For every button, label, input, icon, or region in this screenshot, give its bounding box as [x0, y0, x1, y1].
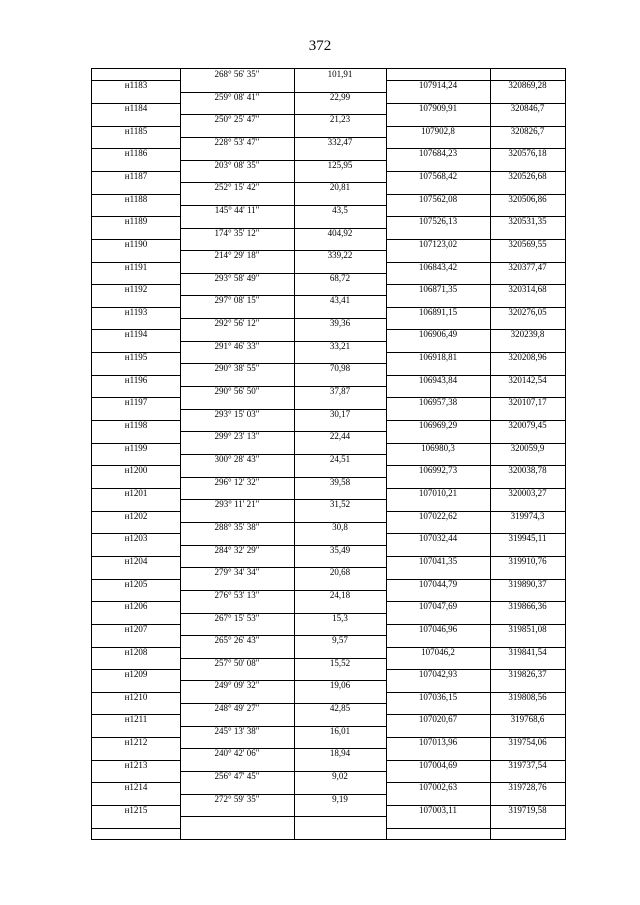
point-y: 320846,7 — [510, 102, 545, 113]
row-divider — [386, 828, 565, 829]
point-x: 107010,21 — [418, 487, 458, 498]
segment-distance: 22,99 — [329, 91, 351, 102]
point-y: 320506,86 — [508, 193, 547, 204]
segment-distance: 35,49 — [329, 544, 351, 555]
segment-distance: 125,95 — [327, 159, 353, 170]
point-name: н1186 — [124, 148, 148, 159]
segment-angle: 245° 13' 38" — [214, 725, 260, 736]
point-y: 320038,78 — [508, 465, 547, 476]
point-y: 319866,36 — [508, 601, 547, 612]
point-x: 107022,62 — [418, 510, 458, 521]
point-y: 320526,68 — [508, 170, 547, 181]
segment-angle: 257° 50' 08" — [214, 657, 260, 668]
point-y: 319890,37 — [508, 578, 547, 589]
point-y: 320003,27 — [508, 487, 547, 498]
point-x: 106906,49 — [418, 329, 458, 340]
segment-distance: 70,98 — [329, 363, 351, 374]
segment-angle: 267° 15' 53" — [214, 612, 260, 623]
point-x: 107003,11 — [419, 805, 457, 816]
point-name: н1196 — [124, 374, 148, 385]
point-x: 107041,35 — [418, 555, 458, 566]
point-x: 107902,8 — [421, 125, 455, 136]
point-y: 319945,11 — [508, 533, 547, 544]
segment-distance: 19,06 — [329, 680, 351, 691]
point-y: 320569,55 — [508, 238, 547, 249]
point-y: 319728,76 — [508, 782, 547, 793]
point-x: 107002,63 — [418, 782, 458, 793]
segment-angle: 252° 15' 42" — [214, 182, 260, 193]
segment-distance: 39,58 — [329, 476, 351, 487]
point-x: 106969,29 — [418, 420, 458, 431]
point-name: н1193 — [124, 306, 148, 317]
point-x: 106891,15 — [418, 306, 458, 317]
point-y: 319737,54 — [508, 759, 547, 770]
segment-angle: 265° 26' 43" — [214, 635, 260, 646]
segment-angle: 272° 59' 35" — [214, 793, 260, 804]
point-name: н1213 — [124, 759, 148, 770]
segment-angle: 145° 44' 11" — [214, 204, 260, 215]
segment-distance: 39,36 — [329, 318, 351, 329]
point-x: 107032,44 — [418, 533, 458, 544]
point-x: 107042,93 — [418, 669, 458, 680]
segment-angle: 279° 34' 34" — [214, 567, 260, 578]
segment-distance: 30,8 — [332, 521, 348, 532]
point-name: н1201 — [124, 487, 148, 498]
point-name: н1204 — [124, 555, 148, 566]
point-name: н1192 — [124, 284, 148, 295]
segment-angle: 256° 47' 45" — [214, 771, 260, 782]
point-y: 319851,08 — [508, 623, 547, 634]
segment-distance: 20,81 — [329, 182, 351, 193]
point-x: 107013,96 — [418, 737, 458, 748]
point-y: 320576,18 — [508, 148, 547, 159]
segment-angle: 248° 49' 27" — [214, 703, 260, 714]
segment-angle: 203° 08' 35" — [214, 159, 260, 170]
point-name: н1200 — [124, 465, 148, 476]
segment-distance: 43,41 — [329, 295, 351, 306]
segment-angle: 292° 56' 12" — [214, 318, 260, 329]
segment-angle: 291° 46' 33" — [214, 340, 260, 351]
segment-angle: 299° 23' 13" — [214, 431, 260, 442]
point-name: н1191 — [124, 261, 148, 272]
segment-distance: 20,68 — [329, 567, 351, 578]
segment-distance: 24,51 — [329, 454, 351, 464]
segment-angle: 250° 25' 47" — [214, 114, 260, 125]
point-name: н1205 — [124, 578, 148, 589]
point-y: 320142,54 — [508, 374, 547, 385]
point-name: н1199 — [124, 442, 148, 453]
point-name: н1194 — [124, 329, 148, 340]
point-name: н1189 — [124, 216, 148, 227]
point-y: 320314,68 — [508, 284, 547, 295]
segment-angle: 268° 56' 35" — [214, 69, 260, 79]
segment-distance: 33,21 — [329, 340, 351, 351]
point-name: н1185 — [124, 125, 148, 136]
coordinates-table — [91, 68, 566, 840]
point-name: н1198 — [124, 420, 148, 431]
point-y: 319719,58 — [508, 805, 547, 816]
point-x: 106957,38 — [418, 397, 458, 408]
point-name: н1215 — [124, 805, 148, 816]
segment-angle: 228° 53' 47" — [214, 136, 260, 147]
segment-angle: 240° 42' 06" — [214, 748, 260, 759]
point-y: 320239,8 — [510, 329, 545, 340]
point-y: 320869,28 — [508, 80, 547, 91]
point-x: 106992,73 — [418, 465, 458, 476]
segment-angle: 288° 35' 38" — [214, 521, 260, 532]
point-x: 106871,35 — [418, 284, 458, 295]
segment-distance: 9,19 — [332, 793, 348, 804]
point-name: н1195 — [124, 352, 148, 363]
point-y: 320079,45 — [508, 420, 547, 431]
segment-distance: 24,18 — [329, 589, 351, 600]
point-x: 107044,79 — [418, 578, 458, 589]
point-x: 107123,02 — [418, 238, 458, 249]
point-name: н1208 — [124, 646, 148, 657]
point-x: 107914,24 — [418, 80, 458, 91]
segment-distance: 18,94 — [329, 748, 351, 759]
point-name: н1209 — [124, 669, 148, 680]
segment-distance: 30,17 — [329, 408, 351, 419]
segment-distance: 15,3 — [332, 612, 348, 623]
segment-angle: 297° 08' 15" — [214, 295, 260, 306]
point-x: 107684,23 — [418, 148, 458, 159]
segment-distance: 9,02 — [332, 771, 348, 782]
point-y: 319841,54 — [508, 646, 547, 657]
point-y: 319910,76 — [508, 555, 547, 566]
segment-distance: 404,92 — [327, 227, 353, 238]
segment-distance: 16,01 — [329, 725, 351, 736]
point-name: н1202 — [124, 510, 148, 521]
point-name: н1203 — [124, 533, 148, 544]
segment-distance: 22,44 — [329, 431, 351, 442]
segment-angle: 300° 28' 43" — [214, 454, 260, 464]
segment-distance: 68,72 — [329, 272, 351, 283]
point-name: н1183 — [124, 80, 148, 91]
point-x: 107047,69 — [418, 601, 458, 612]
point-x: 107909,91 — [418, 102, 458, 113]
point-name: н1187 — [124, 170, 148, 181]
segment-angle: 259° 08' 41" — [214, 91, 260, 102]
point-y: 320107,17 — [508, 397, 547, 408]
segment-angle: 293° 58' 49" — [214, 272, 260, 283]
point-x: 106943,84 — [418, 374, 458, 385]
point-y: 320276,05 — [508, 306, 547, 317]
point-x: 107036,15 — [418, 691, 458, 702]
point-y: 320826,7 — [510, 125, 545, 136]
row-divider — [92, 828, 180, 829]
segment-distance: 37,87 — [329, 386, 351, 397]
point-x: 107020,67 — [418, 714, 458, 725]
point-x: 107004,69 — [418, 759, 458, 770]
point-name: н1207 — [124, 623, 148, 634]
segment-angle: 174° 35' 12" — [214, 227, 260, 238]
point-x: 107526,13 — [418, 216, 458, 227]
point-y: 320059,9 — [510, 442, 545, 453]
point-name: н1190 — [124, 238, 148, 249]
point-y: 319754,06 — [508, 737, 547, 748]
point-x: 106918,81 — [418, 352, 458, 363]
point-y: 319768,6 — [510, 714, 545, 725]
segment-angle: 249° 09' 32" — [214, 680, 260, 691]
segment-distance: 9,57 — [332, 635, 348, 646]
point-name: н1210 — [124, 691, 148, 702]
segment-angle: 296° 12' 32" — [214, 476, 260, 487]
point-y: 319808,56 — [508, 691, 547, 702]
segment-angle: 290° 56' 50" — [214, 386, 260, 397]
point-x: 107046,2 — [421, 646, 455, 657]
segment-distance: 31,52 — [329, 499, 351, 510]
point-x: 106980,3 — [421, 442, 455, 453]
segment-distance: 332,47 — [327, 136, 353, 147]
segment-distance: 43,5 — [332, 204, 348, 215]
point-x: 107046,96 — [418, 623, 458, 634]
page-number: 372 — [308, 38, 332, 54]
segment-angle: 214° 29' 18" — [214, 250, 260, 261]
point-name: н1188 — [124, 193, 148, 204]
point-x: 106843,42 — [418, 261, 458, 272]
segment-distance: 15,52 — [329, 657, 351, 668]
point-x: 107568,42 — [418, 170, 458, 181]
point-y: 319974,3 — [510, 510, 545, 521]
segment-distance: 21,23 — [329, 114, 351, 125]
point-name: н1212 — [124, 737, 148, 748]
point-name: н1211 — [124, 714, 148, 725]
point-y: 320531,35 — [508, 216, 547, 227]
segment-angle: 290° 38' 55" — [214, 363, 260, 374]
segment-angle: 276° 53' 13" — [214, 589, 260, 600]
point-y: 319826,37 — [508, 669, 547, 680]
point-name: н1214 — [124, 782, 148, 793]
point-x: 107562,08 — [418, 193, 458, 204]
point-name: н1206 — [124, 601, 148, 612]
segment-angle: 293° 11' 21" — [214, 499, 260, 510]
row-divider — [180, 816, 386, 817]
segment-distance: 42,85 — [329, 703, 351, 714]
segment-distance: 101,91 — [327, 69, 353, 79]
segment-angle: 284° 32' 29" — [214, 544, 260, 555]
segment-distance: 339,22 — [327, 250, 353, 261]
point-name: н1184 — [124, 102, 148, 113]
point-y: 320208,96 — [508, 352, 547, 363]
point-name: н1197 — [124, 397, 148, 408]
point-y: 320377,47 — [508, 261, 547, 272]
segment-angle: 293° 15' 03" — [214, 408, 260, 419]
